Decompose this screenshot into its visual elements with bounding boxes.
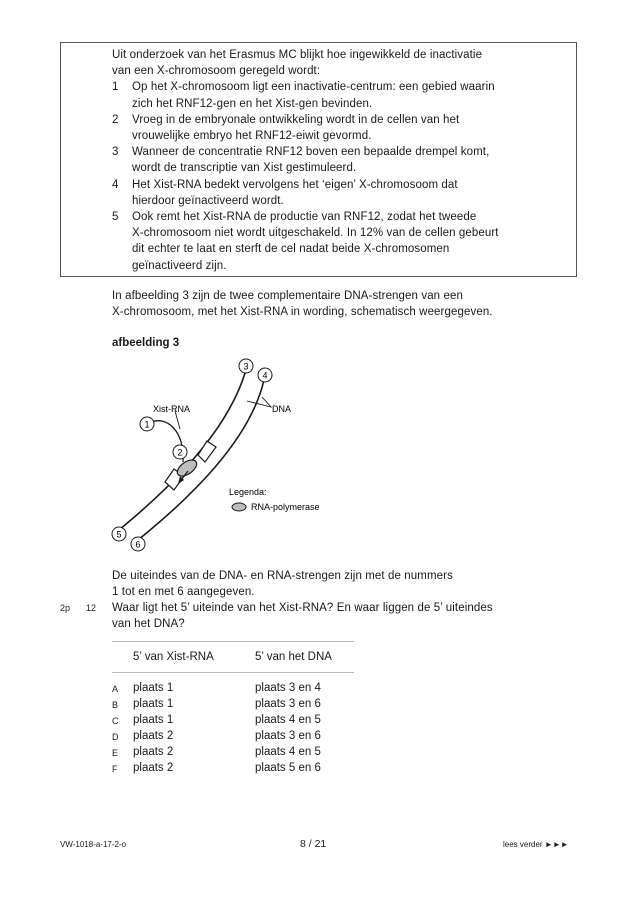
list-text: geïnactiveerd zijn. bbox=[132, 259, 227, 272]
list-item bbox=[112, 209, 567, 274]
list-text: Het Xist-RNA bedekt vervolgens het ‘eigen’ X-chromosoom dat bbox=[132, 178, 458, 191]
question-line: van het DNA? bbox=[112, 618, 185, 631]
option-dna: plaats 3 en 4 bbox=[255, 682, 321, 694]
list-item bbox=[112, 177, 567, 209]
option-xist: plaats 1 bbox=[133, 682, 174, 694]
intro-line: van een X-chromosoom geregeld wordt: bbox=[112, 65, 321, 78]
list-text: X-chromosoom niet wordt uitgeschakeld. In 12% van de cellen gebeurt bbox=[132, 227, 499, 240]
marker-1 bbox=[140, 417, 154, 431]
option-xist: plaats 2 bbox=[133, 730, 174, 742]
list-number: 5 bbox=[112, 211, 119, 224]
svg-text:3: 3 bbox=[243, 361, 249, 372]
list-number: 1 bbox=[112, 81, 119, 94]
option-dna: plaats 4 en 5 bbox=[255, 746, 321, 758]
table-header-rule bbox=[112, 672, 354, 673]
option-dna: plaats 5 en 6 bbox=[255, 762, 321, 774]
list-text: Vroeg in de embryonale ontwikkeling wordt in de cellen van het bbox=[132, 113, 460, 126]
page-number: 8 / 21 bbox=[300, 838, 327, 850]
svg-text:5: 5 bbox=[116, 529, 122, 540]
info-box-text bbox=[112, 47, 567, 274]
paragraph-line: X-chromosoom, met het Xist-RNA in wording, schematisch weergegeven. bbox=[112, 306, 493, 319]
option-dna: plaats 3 en 6 bbox=[255, 698, 321, 710]
svg-text:6: 6 bbox=[135, 539, 141, 550]
paragraph-line: De uiteindes van de DNA- en RNA-strengen zijn met de nummers bbox=[112, 570, 453, 582]
list-item bbox=[112, 112, 567, 144]
list-text: wordt de transcriptie van Xist gestimuleerd. bbox=[132, 162, 357, 175]
list-item bbox=[112, 79, 567, 111]
dna-bubble-upper bbox=[198, 441, 216, 462]
question-line: Waar ligt het 5’ uiteinde van het Xist-RNA? En waar liggen de 5’ uiteindes bbox=[112, 602, 493, 614]
option-letter: D bbox=[112, 732, 119, 742]
marker-6 bbox=[131, 537, 145, 551]
list-number: 2 bbox=[112, 113, 119, 126]
table-top-rule bbox=[112, 641, 354, 642]
list-text: zich het RNF12-gen en het Xist-gen bevinden. bbox=[132, 97, 373, 110]
list-text: vrouwelijke embryo het RNF12-eiwit gevormd. bbox=[132, 130, 372, 143]
option-letter: B bbox=[112, 700, 119, 710]
option-dna: plaats 3 en 6 bbox=[255, 730, 321, 742]
footer-code: VW-1018-a-17-2-o bbox=[60, 840, 127, 849]
paragraph-figure-intro bbox=[112, 288, 582, 320]
marker-5 bbox=[112, 527, 126, 541]
option-xist: plaats 2 bbox=[133, 746, 174, 758]
marker-2 bbox=[173, 445, 187, 459]
marker-4 bbox=[258, 368, 272, 382]
option-letter: C bbox=[112, 716, 119, 726]
dna-label: DNA bbox=[272, 404, 292, 414]
svg-text:4: 4 bbox=[262, 370, 268, 381]
dna-diagram bbox=[105, 352, 355, 557]
legend-polymerase-icon bbox=[232, 503, 246, 511]
list-text: Ook remt het Xist-RNA de productie van RNF12, zodat het tweede bbox=[132, 211, 477, 224]
option-xist: plaats 1 bbox=[133, 714, 174, 726]
option-letter: E bbox=[112, 748, 119, 758]
paragraph-numbers bbox=[112, 568, 582, 600]
legend-title: Legenda: bbox=[229, 487, 267, 497]
intro-line: Uit onderzoek van het Erasmus MC blijkt hoe ingewikkeld de inactivatie bbox=[112, 49, 483, 61]
xist-rna-label: Xist-RNA bbox=[153, 404, 191, 414]
option-dna: plaats 4 en 5 bbox=[255, 714, 321, 726]
paragraph-line: In afbeelding 3 zijn de twee complementaire DNA-strengen van een bbox=[112, 290, 463, 302]
question-text bbox=[112, 600, 582, 632]
option-letter: A bbox=[112, 684, 119, 694]
legend-item: RNA-polymerase bbox=[251, 502, 320, 512]
list-number: 3 bbox=[112, 146, 119, 159]
question-number: 12 bbox=[86, 603, 97, 613]
option-xist: plaats 1 bbox=[133, 698, 174, 710]
svg-text:2: 2 bbox=[177, 447, 183, 458]
list-number: 4 bbox=[112, 178, 119, 191]
option-letter: F bbox=[112, 764, 118, 774]
list-text: dit echter te laat en sterft de cel nadat beide X-chromosomen bbox=[132, 243, 450, 256]
footer-next: lees verder ►►► bbox=[503, 840, 569, 849]
list-item bbox=[112, 144, 567, 176]
paragraph-line: 1 tot en met 6 aangegeven. bbox=[112, 586, 255, 599]
svg-text:1: 1 bbox=[144, 419, 150, 430]
marker-3 bbox=[239, 359, 253, 373]
column-header-dna: 5’ van het DNA bbox=[255, 651, 332, 663]
list-text: Wanneer de concentratie RNF12 boven een bepaalde drempel komt, bbox=[132, 146, 490, 159]
column-header-xist: 5’ van Xist-RNA bbox=[133, 651, 214, 663]
option-xist: plaats 2 bbox=[133, 762, 174, 774]
figure-title: afbeelding 3 bbox=[112, 337, 180, 349]
list-text: hierdoor geïnactiveerd wordt. bbox=[132, 194, 284, 207]
question-points: 2p bbox=[60, 603, 71, 613]
list-text: Op het X-chromosoom ligt een inactivatie-centrum: een gebied waarin bbox=[132, 81, 495, 94]
